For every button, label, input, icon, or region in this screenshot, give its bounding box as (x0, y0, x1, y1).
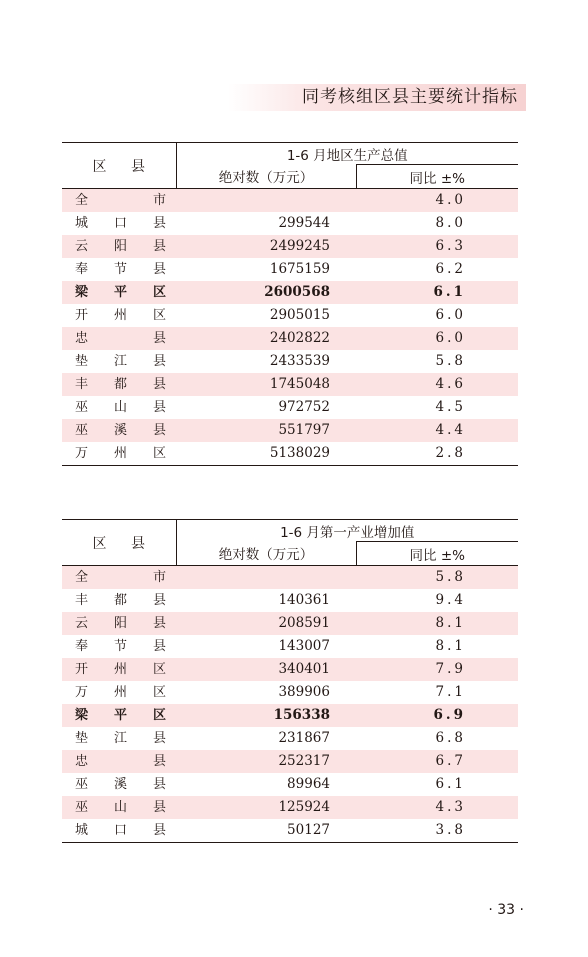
yoy-value: 5.8 (356, 566, 518, 590)
col-header-yoy: 同比 ±% (356, 165, 518, 189)
yoy-value: 4.0 (356, 189, 518, 213)
abs-value: 5138029 (176, 442, 356, 466)
table-row (62, 658, 518, 681)
table-row (62, 235, 518, 258)
group-header: 1-6 月地区生产总值 (176, 143, 518, 165)
table-row (62, 396, 518, 419)
table-row (62, 773, 518, 796)
yoy-value: 8.1 (356, 612, 518, 635)
abs-value: 2600568 (176, 281, 356, 304)
region-name: 垫 江 县 (74, 354, 166, 369)
table-row (62, 327, 518, 350)
primary-industry-table (62, 519, 518, 843)
table-row (62, 566, 518, 590)
yoy-value: 6.7 (356, 750, 518, 773)
abs-value: 972752 (278, 399, 330, 415)
yoy-value: 5.8 (435, 353, 466, 369)
abs-value: 551797 (176, 419, 356, 442)
abs-value: 140361 (278, 592, 330, 608)
table-row (62, 304, 518, 327)
group-header: 1-6 月第一产业增加值 (176, 520, 518, 542)
yoy-value: 4.6 (356, 373, 518, 396)
abs-value: 143007 (278, 638, 330, 654)
table-row (62, 281, 518, 304)
abs-value: 1745048 (176, 373, 356, 396)
abs-value: 231867 (278, 730, 330, 746)
yoy-value: 6.3 (356, 235, 518, 258)
col-header-region: 区 县 (62, 520, 176, 566)
abs-value: 208591 (176, 612, 356, 635)
table-row (62, 635, 518, 658)
abs-value: 2905015 (269, 307, 330, 323)
region-name: 垫 江 县 (74, 731, 166, 746)
yoy-value: 6.0 (435, 307, 466, 323)
region-name: 云 阳 县 (62, 612, 176, 635)
region-name: 巫 溪 县 (74, 777, 166, 792)
table-row (62, 258, 518, 281)
gdp-table (62, 142, 518, 466)
abs-value: 2402822 (176, 327, 356, 350)
region-name: 丰 都 县 (74, 593, 166, 608)
region-name: 开 州 区 (62, 658, 176, 681)
table-row (62, 350, 518, 373)
abs-value: 89964 (287, 776, 330, 792)
yoy-value: 8.0 (435, 215, 466, 231)
yoy-value: 6.1 (435, 776, 466, 792)
abs-value: 340401 (176, 658, 356, 681)
region-name: 奉 节 县 (74, 262, 166, 277)
abs-value: 156338 (176, 704, 356, 727)
page-number: · 33 · (488, 902, 524, 918)
abs-value (176, 566, 356, 590)
table-row (62, 442, 518, 466)
yoy-value: 3.8 (356, 819, 518, 843)
abs-value: 2499245 (176, 235, 356, 258)
region-name: 城 口 县 (74, 216, 166, 231)
abs-value (176, 189, 356, 213)
table-row (62, 212, 518, 235)
table-row (62, 419, 518, 442)
yoy-value: 2.8 (356, 442, 518, 466)
abs-value: 50127 (176, 819, 356, 843)
region-name: 全 市 (62, 189, 176, 213)
table-row (62, 681, 518, 704)
region-name: 云 阳 县 (62, 235, 176, 258)
region-name: 丰 都 县 (62, 373, 176, 396)
yoy-value: 6.8 (435, 730, 466, 746)
region-name: 巫 溪 县 (62, 419, 176, 442)
yoy-value: 6.9 (356, 704, 518, 727)
col-header-yoy: 同比 ±% (356, 542, 518, 566)
abs-value: 125924 (176, 796, 356, 819)
yoy-value: 6.0 (356, 327, 518, 350)
yoy-value: 8.1 (435, 638, 466, 654)
region-name: 奉 节 县 (74, 639, 166, 654)
abs-value: 2433539 (269, 353, 330, 369)
table-row (62, 750, 518, 773)
table-row (62, 189, 518, 213)
table-row (62, 819, 518, 843)
yoy-value: 6.2 (435, 261, 466, 277)
region-name: 万 州 区 (74, 685, 166, 700)
region-name: 忠 县 (62, 327, 176, 350)
yoy-value: 9.4 (435, 592, 466, 608)
yoy-value: 4.5 (435, 399, 466, 415)
page-title: 同考核组区县主要统计指标 (228, 84, 526, 111)
region-name: 忠 县 (62, 750, 176, 773)
yoy-value: 6.1 (356, 281, 518, 304)
yoy-value: 7.1 (435, 684, 466, 700)
region-name: 梁 平 区 (62, 281, 176, 304)
region-name: 开 州 区 (74, 308, 166, 323)
table-row (62, 589, 518, 612)
table-row (62, 796, 518, 819)
col-header-abs: 绝对数（万元） (176, 165, 356, 189)
region-name: 城 口 县 (62, 819, 176, 843)
yoy-value: 4.4 (356, 419, 518, 442)
region-name: 全 市 (62, 566, 176, 590)
yoy-value: 4.3 (356, 796, 518, 819)
abs-value: 389906 (278, 684, 330, 700)
col-header-abs: 绝对数（万元） (176, 542, 356, 566)
yoy-value: 7.9 (356, 658, 518, 681)
table-row (62, 373, 518, 396)
region-name: 巫 山 县 (62, 796, 176, 819)
table-row (62, 704, 518, 727)
abs-value: 252317 (176, 750, 356, 773)
table-row (62, 727, 518, 750)
region-name: 梁 平 区 (62, 704, 176, 727)
region-name: 万 州 区 (62, 442, 176, 466)
abs-value: 299544 (278, 215, 330, 231)
table-row (62, 612, 518, 635)
region-name: 巫 山 县 (74, 400, 166, 415)
col-header-region: 区 县 (62, 143, 176, 189)
abs-value: 1675159 (269, 261, 330, 277)
